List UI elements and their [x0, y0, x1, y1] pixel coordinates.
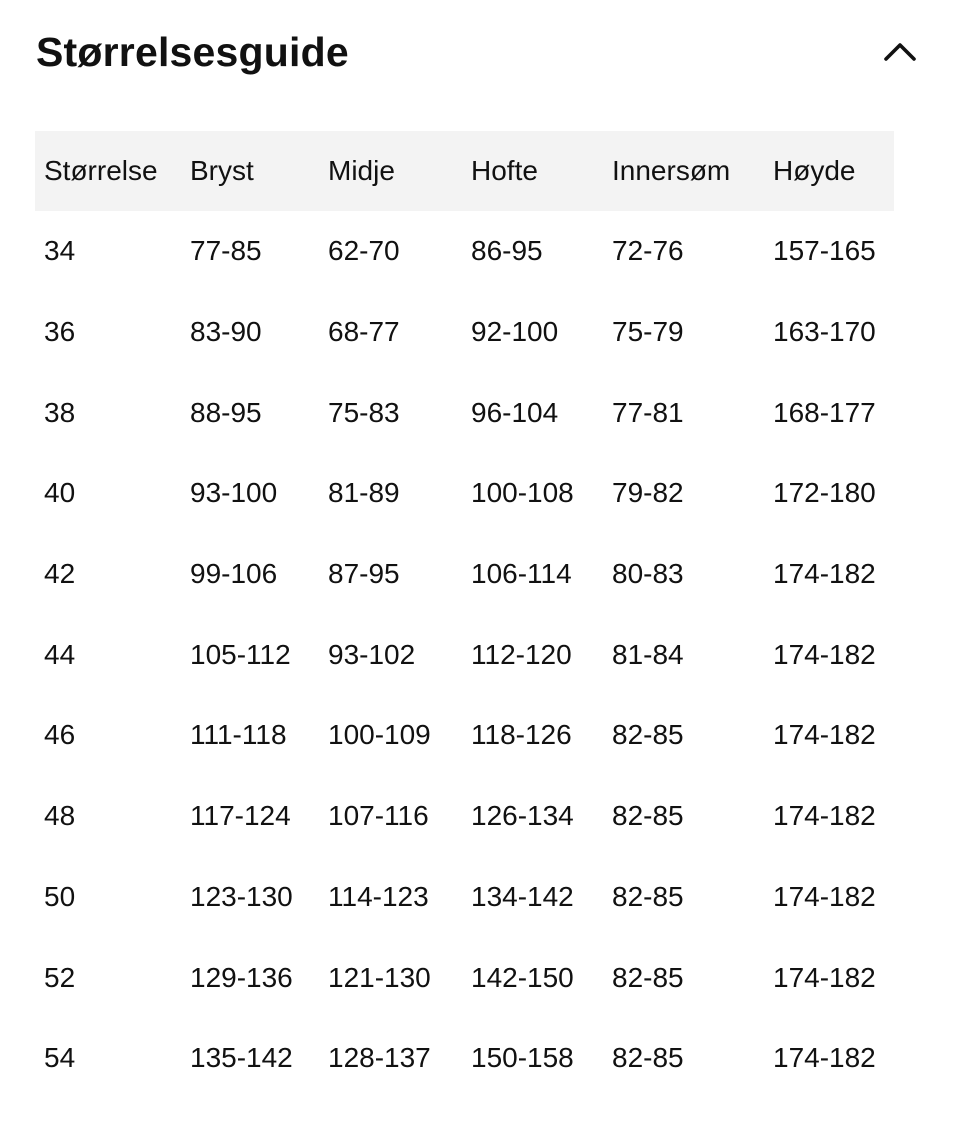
column-header-inseam: Innersøm — [612, 155, 731, 186]
cell-inseam: 82-85 — [612, 961, 684, 993]
cell-height: 168-177 — [773, 396, 876, 428]
cell-hip: 118-126 — [471, 719, 572, 751]
cell-waist: 114-123 — [328, 880, 429, 912]
cell-size: 48 — [44, 800, 76, 832]
cell-hip: 134-142 — [471, 880, 574, 912]
size-table — [35, 131, 894, 1099]
cell-height: 174-182 — [773, 800, 876, 832]
cell-size: 44 — [44, 638, 76, 670]
table-row — [35, 695, 894, 776]
cell-chest: 88-95 — [190, 396, 262, 428]
cell-waist: 87-95 — [328, 558, 400, 590]
cell-chest: 129-136 — [190, 961, 293, 993]
cell-height: 174-182 — [773, 880, 876, 912]
cell-inseam: 75-79 — [612, 316, 684, 348]
cell-hip: 100-108 — [471, 477, 574, 509]
cell-height: 174-182 — [773, 558, 876, 590]
column-header-size: Størrelse — [44, 155, 158, 186]
cell-inseam: 82-85 — [612, 1042, 684, 1074]
cell-chest: 93-100 — [190, 477, 278, 509]
cell-inseam: 80-83 — [612, 558, 684, 590]
cell-size: 46 — [44, 719, 76, 751]
cell-chest: 83-90 — [190, 316, 262, 348]
cell-waist: 128-137 — [328, 1042, 431, 1074]
table-row — [35, 776, 894, 857]
cell-inseam: 72-76 — [612, 235, 684, 267]
table-row — [35, 292, 894, 373]
cell-chest: 117-124 — [190, 800, 291, 832]
table-row — [35, 937, 894, 1018]
table-row — [35, 1018, 894, 1099]
size-guide-title: Størrelsesguide — [36, 28, 349, 75]
cell-inseam: 82-85 — [612, 719, 684, 751]
cell-height: 172-180 — [773, 477, 876, 509]
cell-waist: 62-70 — [328, 235, 400, 267]
table-row — [35, 614, 894, 695]
cell-waist: 81-89 — [328, 477, 400, 509]
cell-waist: 93-102 — [328, 638, 416, 670]
cell-size: 42 — [44, 558, 76, 590]
cell-chest: 123-130 — [190, 880, 293, 912]
cell-inseam: 82-85 — [612, 880, 684, 912]
cell-size: 40 — [44, 477, 76, 509]
cell-size: 34 — [44, 235, 76, 267]
cell-size: 36 — [44, 316, 76, 348]
cell-waist: 68-77 — [328, 316, 400, 348]
cell-inseam: 81-84 — [612, 638, 684, 670]
size-guide-toggle[interactable] — [36, 26, 922, 78]
table-row — [35, 211, 894, 292]
cell-chest: 111-118 — [190, 719, 287, 751]
cell-waist: 121-130 — [328, 961, 431, 993]
cell-size: 54 — [44, 1042, 76, 1074]
column-header-height: Høyde — [773, 155, 856, 186]
cell-size: 50 — [44, 880, 76, 912]
cell-chest: 77-85 — [190, 235, 262, 267]
cell-height: 163-170 — [773, 316, 876, 348]
cell-inseam: 82-85 — [612, 800, 684, 832]
cell-waist: 75-83 — [328, 396, 400, 428]
cell-hip: 126-134 — [471, 800, 574, 832]
column-header-waist: Midje — [328, 155, 395, 186]
cell-height: 174-182 — [773, 1042, 876, 1074]
cell-hip: 112-120 — [471, 638, 572, 670]
cell-chest: 105-112 — [190, 638, 291, 670]
chevron-up-icon[interactable] — [880, 32, 920, 72]
cell-chest: 99-106 — [190, 558, 278, 590]
table-header-row — [35, 131, 894, 211]
cell-height: 174-182 — [773, 961, 876, 993]
table-body — [35, 211, 894, 1099]
column-header-hip: Hofte — [471, 155, 538, 186]
column-header-chest: Bryst — [190, 155, 254, 186]
cell-height: 174-182 — [773, 638, 876, 670]
cell-waist: 100-109 — [328, 719, 431, 751]
cell-chest: 135-142 — [190, 1042, 293, 1074]
cell-height: 174-182 — [773, 719, 876, 751]
cell-hip: 92-100 — [471, 316, 559, 348]
table-row — [35, 857, 894, 938]
cell-inseam: 79-82 — [612, 477, 684, 509]
cell-inseam: 77-81 — [612, 396, 684, 428]
cell-hip: 106-114 — [471, 558, 572, 590]
cell-size: 52 — [44, 961, 76, 993]
cell-size: 38 — [44, 396, 76, 428]
cell-hip: 150-158 — [471, 1042, 574, 1074]
cell-hip: 86-95 — [471, 235, 543, 267]
cell-hip: 142-150 — [471, 961, 574, 993]
cell-height: 157-165 — [773, 235, 876, 267]
table-row — [35, 372, 894, 453]
table-row — [35, 534, 894, 615]
table-row — [35, 453, 894, 534]
cell-waist: 107-116 — [328, 800, 429, 832]
cell-hip: 96-104 — [471, 396, 559, 428]
